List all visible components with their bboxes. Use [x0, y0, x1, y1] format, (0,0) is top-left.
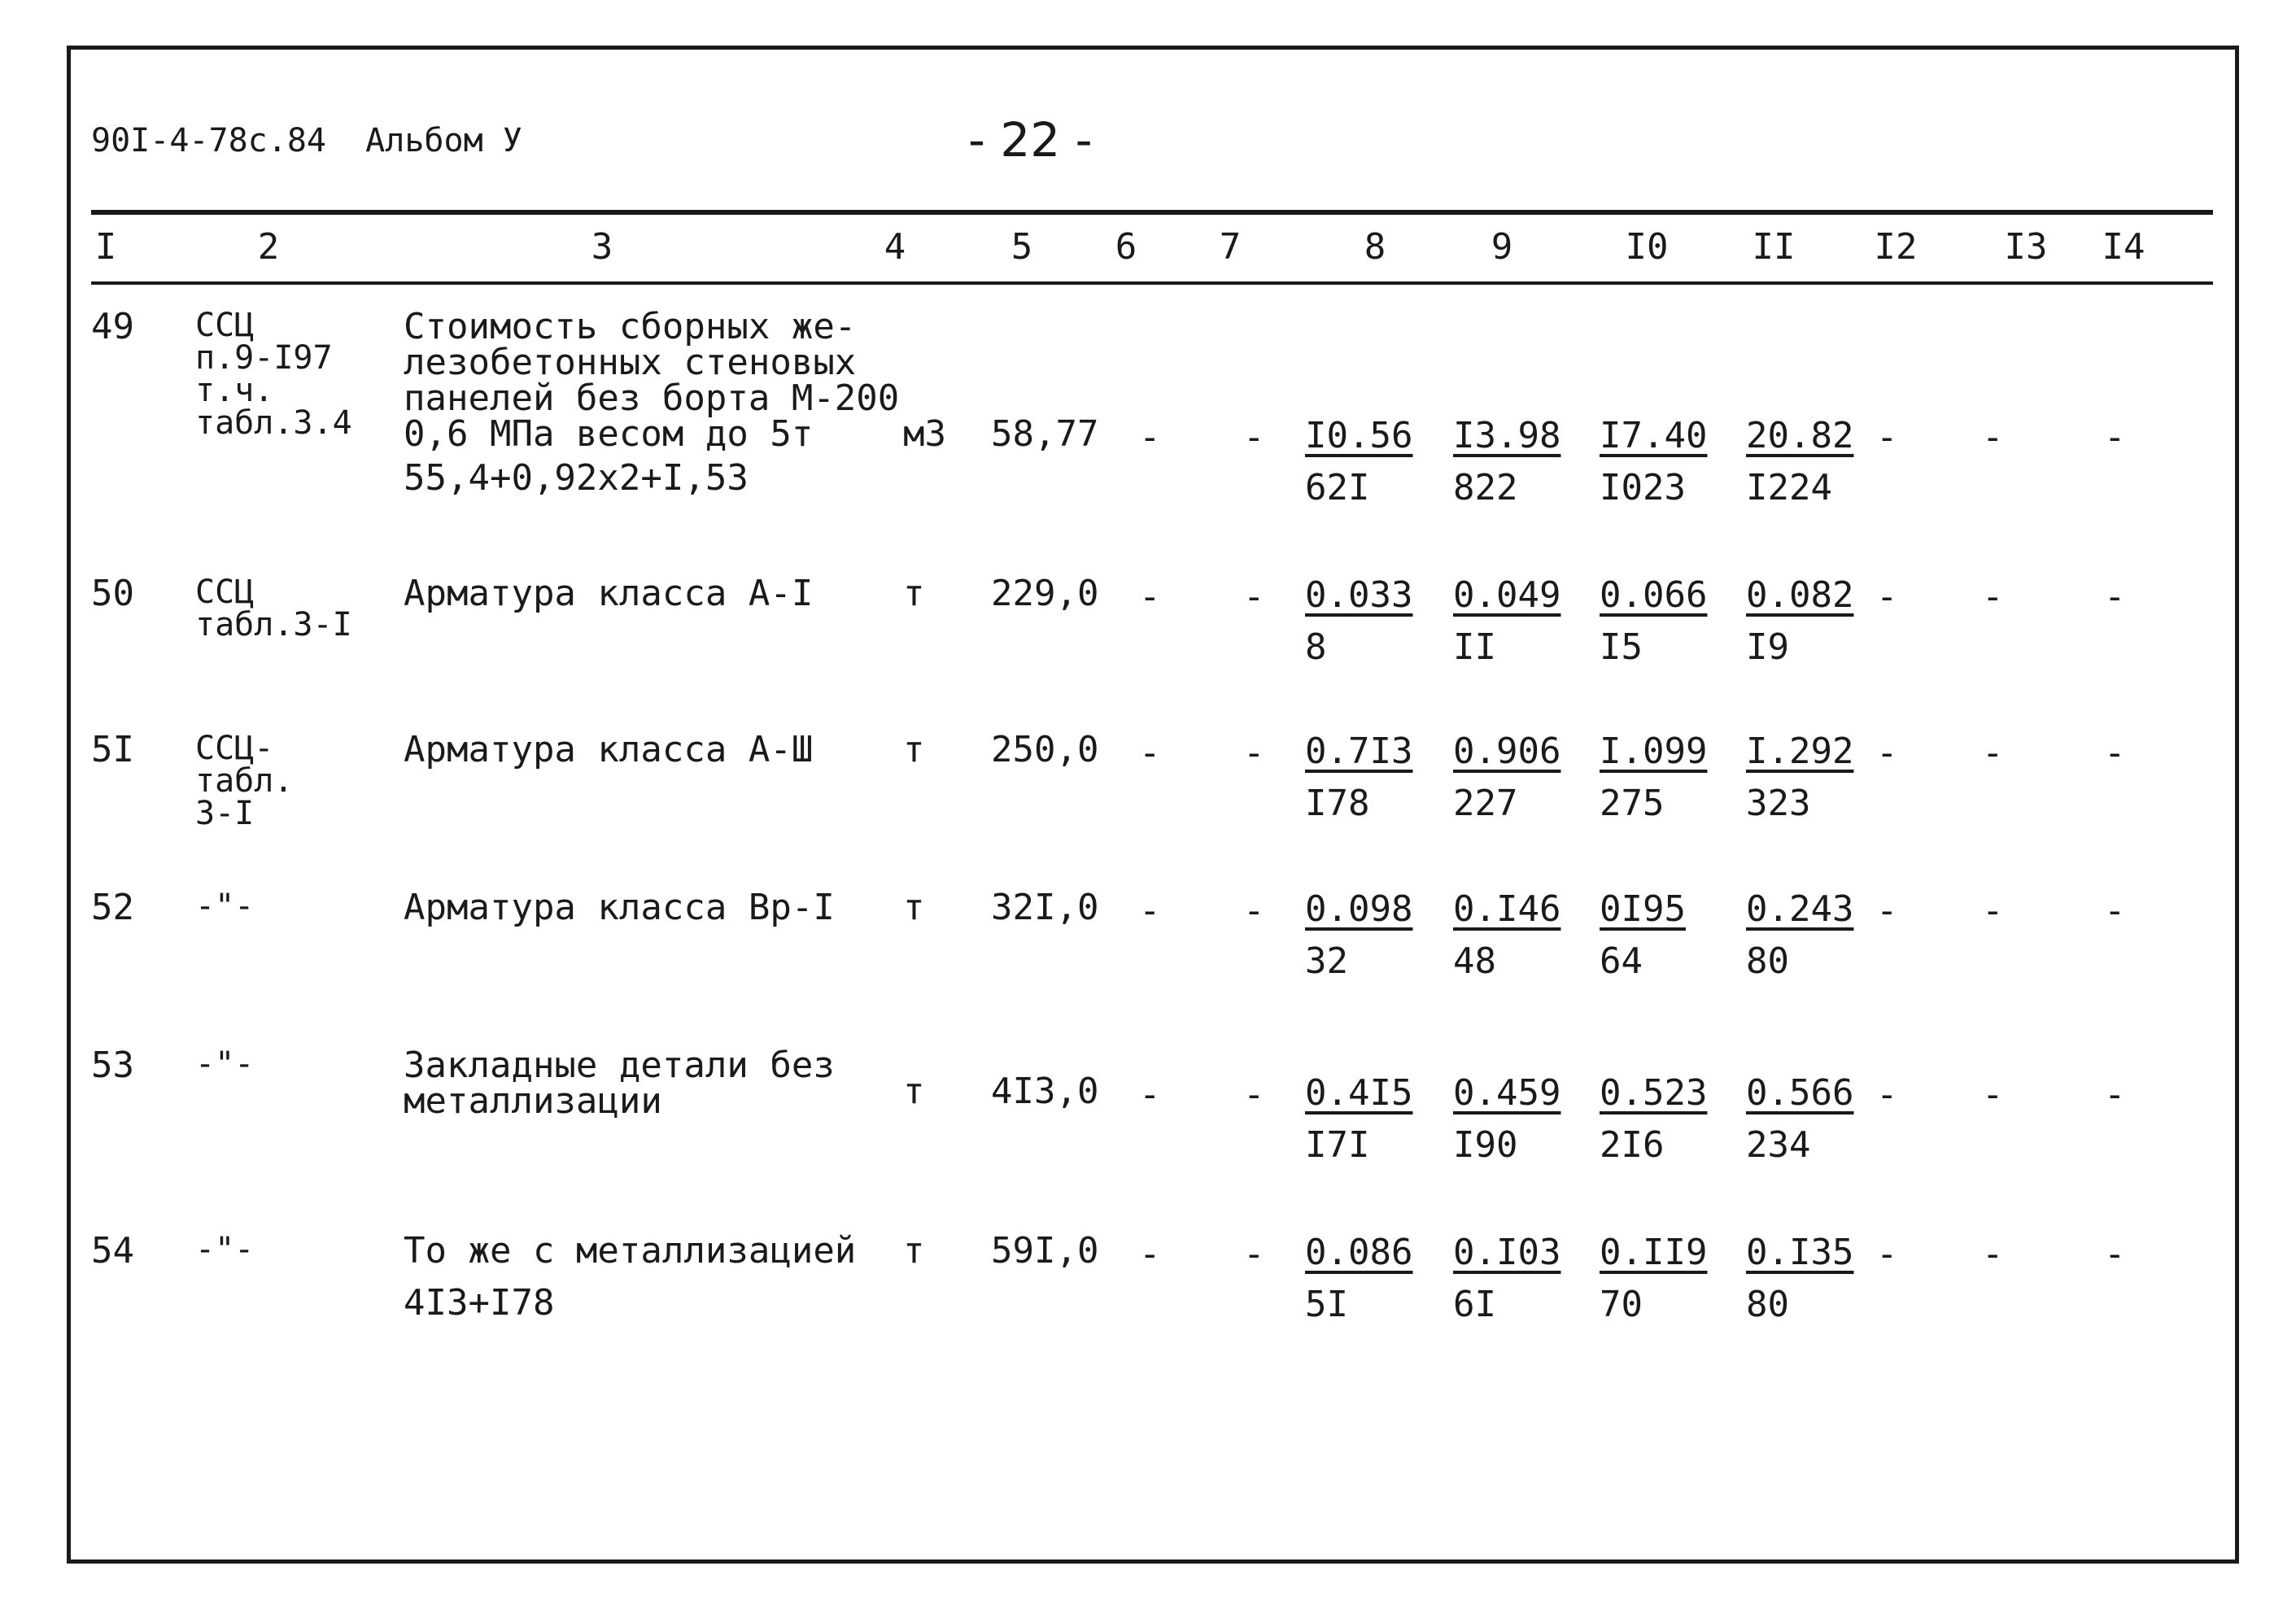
source-reference: -"-: [195, 1231, 255, 1268]
source-reference: -"-: [195, 1045, 255, 1083]
quantity-fraction-v10: [1600, 1227, 1707, 1331]
fraction-numerator: I7.40: [1600, 415, 1708, 456]
fraction-numerator: 0.098: [1305, 888, 1413, 930]
quantity-fraction-v9: [1453, 410, 1560, 514]
quantity-fraction-v11: [1746, 883, 1853, 988]
quantity-fraction-v10: [1600, 883, 1686, 988]
fraction-denominator: II: [1453, 626, 1496, 668]
quantity-fraction-v11: [1746, 1067, 1853, 1171]
col7-value: -: [1243, 417, 1265, 458]
col14-value: -: [2104, 732, 2126, 774]
col12-value: -: [1876, 576, 1898, 617]
unit: т: [903, 887, 925, 928]
fraction-numerator: 0.I35: [1746, 1232, 1854, 1273]
unit: т: [903, 573, 925, 614]
fraction-numerator: 0.033: [1305, 574, 1413, 616]
quantity-fraction-v10: [1600, 410, 1707, 514]
fraction-denominator: 323: [1746, 783, 1811, 824]
column-number: I3: [2004, 226, 2048, 268]
quantity-fraction-v10: [1600, 569, 1707, 674]
fraction-denominator: 80: [1746, 940, 1789, 982]
row-number: 52: [91, 887, 134, 928]
column-number: 7: [1219, 226, 1242, 268]
fraction-numerator: 0.II9: [1600, 1232, 1708, 1273]
quantity-fraction-v10: [1600, 1067, 1707, 1171]
col6-value: -: [1139, 417, 1161, 458]
column-number: I0: [1625, 226, 1669, 268]
page-number: - 22 -: [968, 112, 1093, 168]
col6-value: -: [1139, 576, 1161, 617]
source-reference: ССЦ п.9-I97 т.ч. табл.3.4: [195, 307, 352, 442]
fraction-denominator: 822: [1453, 467, 1518, 508]
album-label: Альбом У: [365, 122, 522, 159]
column-number: I4: [2102, 226, 2145, 268]
column-header-rule: [91, 281, 2213, 285]
fraction-numerator: I.099: [1600, 731, 1708, 772]
source-reference: ССЦ- табл. 3-I: [195, 730, 294, 832]
col7-value: -: [1243, 576, 1265, 617]
col7-value: -: [1243, 890, 1265, 931]
quantity-fraction-v8: [1305, 726, 1412, 830]
fraction-numerator: 0.082: [1746, 574, 1854, 616]
quantity-fraction-v8: [1305, 1227, 1412, 1331]
fraction-denominator: 234: [1746, 1124, 1811, 1166]
col13-value: -: [1982, 1233, 2004, 1275]
fraction-numerator: 0.066: [1600, 574, 1708, 616]
quantity-fraction-v9: [1453, 883, 1560, 988]
quantity-fraction-v8: [1305, 410, 1412, 514]
fraction-denominator: 227: [1453, 783, 1518, 824]
fraction-numerator: 0.523: [1600, 1072, 1708, 1114]
calculation-formula: 55,4+0,92х2+I,53: [404, 457, 749, 499]
unit-price: 32I,0: [991, 887, 1099, 928]
fraction-denominator: 8: [1305, 626, 1327, 668]
fraction-numerator: 0.4I5: [1305, 1072, 1413, 1114]
fraction-denominator: 62I: [1305, 467, 1370, 508]
fraction-denominator: I5: [1600, 626, 1643, 668]
row-number: 49: [91, 306, 134, 347]
source-reference: -"-: [195, 888, 255, 925]
fraction-denominator: 64: [1600, 940, 1643, 982]
fraction-denominator: I7I: [1305, 1124, 1370, 1166]
fraction-numerator: I.292: [1746, 731, 1854, 772]
quantity-fraction-v11: [1746, 569, 1853, 674]
fraction-denominator: I023: [1600, 467, 1686, 508]
unit-price: 229,0: [991, 573, 1099, 614]
column-number: I2: [1874, 226, 1918, 268]
col12-value: -: [1876, 417, 1898, 458]
unit-price: 58,77: [991, 413, 1099, 455]
item-description: Закладные детали без металлизации: [404, 1045, 835, 1122]
quantity-fraction-v8: [1305, 883, 1412, 988]
col14-value: -: [2104, 1233, 2126, 1275]
source-reference: ССЦ табл.3-I: [195, 574, 352, 643]
col6-value: -: [1139, 1074, 1161, 1115]
col12-value: -: [1876, 890, 1898, 931]
fraction-denominator: 70: [1600, 1284, 1643, 1325]
doc-code: 90I-4-78c.84: [91, 122, 326, 159]
unit-price: 59I,0: [991, 1230, 1099, 1272]
column-number: 8: [1364, 226, 1386, 268]
col13-value: -: [1982, 890, 2004, 931]
fraction-denominator: I9: [1746, 626, 1789, 668]
quantity-fraction-v9: [1453, 569, 1560, 674]
column-number: II: [1752, 226, 1796, 268]
column-number: I: [94, 226, 117, 268]
column-number: 6: [1115, 226, 1137, 268]
fraction-denominator: I78: [1305, 783, 1370, 824]
fraction-numerator: I0.56: [1305, 415, 1413, 456]
fraction-denominator: I224: [1746, 467, 1832, 508]
quantity-fraction-v11: [1746, 1227, 1853, 1331]
column-number: 5: [1011, 226, 1033, 268]
fraction-numerator: 0.I46: [1453, 888, 1561, 930]
item-description: Арматура класса Вр-I: [404, 887, 835, 928]
fraction-numerator: 0I95: [1600, 888, 1686, 930]
fraction-denominator: 275: [1600, 783, 1665, 824]
unit: т: [903, 1071, 925, 1112]
fraction-denominator: 2I6: [1600, 1124, 1665, 1166]
col7-value: -: [1243, 732, 1265, 774]
col6-value: -: [1139, 732, 1161, 774]
row-number: 50: [91, 573, 134, 614]
fraction-denominator: 80: [1746, 1284, 1789, 1325]
document-header: [91, 122, 522, 159]
fraction-numerator: 0.243: [1746, 888, 1854, 930]
col14-value: -: [2104, 576, 2126, 617]
fraction-denominator: 5I: [1305, 1284, 1348, 1325]
unit: м3: [903, 413, 946, 455]
quantity-fraction-v9: [1453, 726, 1560, 830]
fraction-numerator: 0.086: [1305, 1232, 1413, 1273]
col13-value: -: [1982, 732, 2004, 774]
quantity-fraction-v11: [1746, 726, 1853, 830]
fraction-numerator: 0.906: [1453, 731, 1561, 772]
page-frame: [67, 46, 2239, 1564]
item-description: Арматура класса А-Ш: [404, 729, 814, 770]
item-description: Арматура класса А-I: [404, 573, 814, 614]
fraction-denominator: 32: [1305, 940, 1348, 982]
unit: т: [903, 1230, 925, 1272]
quantity-fraction-v9: [1453, 1227, 1560, 1331]
fraction-denominator: I90: [1453, 1124, 1518, 1166]
fraction-numerator: I3.98: [1453, 415, 1561, 456]
unit-price: 250,0: [991, 729, 1099, 770]
fraction-denominator: 6I: [1453, 1284, 1496, 1325]
quantity-fraction-v8: [1305, 569, 1412, 674]
item-description: То же с металлизацией: [404, 1230, 857, 1272]
calculation-formula: 4I3+I78: [404, 1282, 555, 1324]
col7-value: -: [1243, 1233, 1265, 1275]
col6-value: -: [1139, 890, 1161, 931]
column-number: 9: [1491, 226, 1513, 268]
fraction-numerator: 0.I03: [1453, 1232, 1561, 1273]
column-number: 2: [257, 226, 280, 268]
col14-value: -: [2104, 890, 2126, 931]
col6-value: -: [1139, 1233, 1161, 1275]
column-number: 4: [884, 226, 906, 268]
column-number: 3: [591, 226, 613, 268]
col14-value: -: [2104, 417, 2126, 458]
col7-value: -: [1243, 1074, 1265, 1115]
item-description: Стоимость сборных же- лезобетонных стеновых панелей без борта М-200 0,6 МПа весом до 5т: [404, 306, 900, 455]
col12-value: -: [1876, 1074, 1898, 1115]
quantity-fraction-v10: [1600, 726, 1707, 830]
row-number: 5I: [91, 729, 134, 770]
row-number: 53: [91, 1045, 134, 1086]
quantity-fraction-v11: [1746, 410, 1853, 514]
col13-value: -: [1982, 576, 2004, 617]
header-rule: [91, 210, 2213, 215]
col12-value: -: [1876, 1233, 1898, 1275]
fraction-numerator: 0.459: [1453, 1072, 1561, 1114]
row-number: 54: [91, 1230, 134, 1272]
col13-value: -: [1982, 1074, 2004, 1115]
fraction-numerator: 0.566: [1746, 1072, 1854, 1114]
unit-price: 4I3,0: [991, 1071, 1099, 1112]
col13-value: -: [1982, 417, 2004, 458]
fraction-numerator: 20.82: [1746, 415, 1854, 456]
fraction-numerator: 0.049: [1453, 574, 1561, 616]
col12-value: -: [1876, 732, 1898, 774]
col14-value: -: [2104, 1074, 2126, 1115]
fraction-denominator: 48: [1453, 940, 1496, 982]
unit: т: [903, 729, 925, 770]
fraction-numerator: 0.7I3: [1305, 731, 1413, 772]
quantity-fraction-v8: [1305, 1067, 1412, 1171]
quantity-fraction-v9: [1453, 1067, 1560, 1171]
